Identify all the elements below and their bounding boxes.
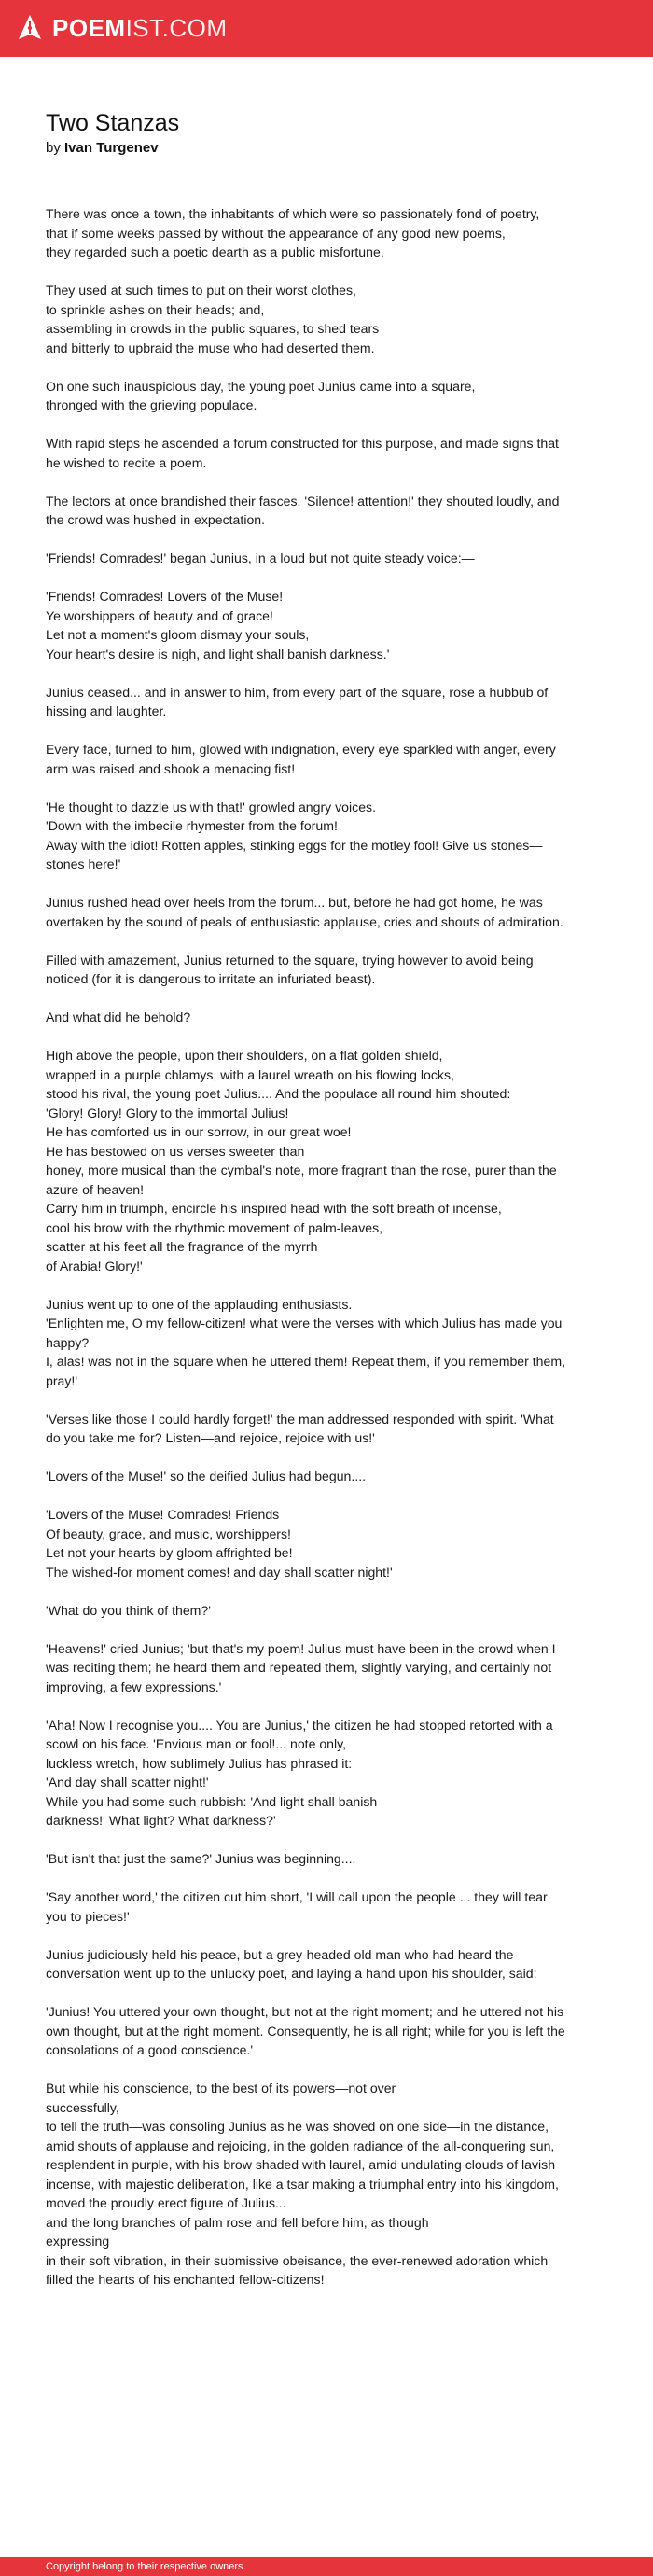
stanza [46,1046,568,1275]
poem-line: they regarded such a poetic dearth as a public misfortune. [46,244,384,259]
stanza [46,1505,568,1581]
poem-line: 'Down with the imbecile rhymester from the forum! [46,818,338,833]
stanza [46,683,568,721]
poem-line: Ye worshippers of beauty and of grace! [46,607,273,623]
byline-prefix: by [46,140,61,156]
poem-line: Junius rushed head over heels from the forum... but, before he had got home, he was overtaken by the sound of peals of enthusiastic applause, cries and shouts of admiration. [46,895,563,929]
copyright-notice: Copyright belong to their respective owners. [46,2561,246,2572]
poem-line: Every face, turned to him, glowed with indignation, every eye sparkled with anger, every arm was raised and shook a menacing fist! [46,742,556,776]
stanza [46,1849,568,1869]
poem-line: The lectors at once brandished their fasces. 'Silence! attention!' they shouted loudly, and the crowd was hushed in expectation. [46,493,560,527]
poem-body [46,204,568,2308]
poem-line: to tell the truth—was consoling Junius as he was shoved on one side—in the distance, amid shouts of applause and rejoicing, in the golden radiance of the all-conquering sun, resplendent in purple, with his brow shaded with laurel, amid undulating clouds of lavish incense, with majestic deliberation, like a tsar making a triumphal entry into his kingdom, moved the proudly erect figure of Julius... [46,2119,559,2210]
poem-line: luckless wretch, how sublimely Julius has phrased it: [46,1755,353,1771]
poem-line: to sprinkle ashes on their heads; and, [46,301,265,317]
stanza [46,281,568,357]
poem-line: Junius went up to one of the applauding enthusiasts. [46,1296,353,1312]
poem-line: They used at such times to put on their worst clothes, [46,283,356,298]
stanza [46,587,568,663]
stanza [46,549,568,568]
stanza [46,434,568,472]
stanza [46,798,568,874]
stanza [46,1467,568,1486]
stanza [46,893,568,931]
poem-line: With rapid steps he ascended a forum constructed for this purpose, and made signs that he wished to recite a poem. [46,436,559,470]
stanza [46,2079,568,2290]
poem-line: successfully, [46,2099,119,2115]
poem-line: 'And day shall scatter night!' [46,1775,209,1789]
quill-pen-icon [17,14,43,42]
poem-line: There was once a town, the inhabitants of which were so passionately fond of poetry, [46,206,540,221]
stanza [46,951,568,989]
stanza [46,1887,568,1926]
stanza [46,2002,568,2060]
poem-line: 'Friends! Comrades! Lovers of the Muse! [46,589,284,604]
poem-line: Your heart's desire is nigh, and light shall banish darkness.' [46,646,390,661]
poem-line: On one such inauspicious day, the young poet Junius came into a square, [46,378,476,394]
logo-text-bold: POEM [52,14,126,42]
poem-line: and the long branches of palm rose and fell before him, as though [46,2214,429,2230]
poem-line: scatter at his feet all the fragrance of the myrrh [46,1239,318,1254]
poem-line: The wished-for moment comes! and day shall scatter night!' [46,1564,393,1580]
poem-line: Let not a moment's gloom dismay your souls, [46,627,310,642]
stanza [46,1295,568,1391]
poem-line: assembling in crowds in the public squares, to shed tears [46,321,380,336]
stanza [46,1639,568,1697]
poem-line: stood his rival, the young poet Julius.... And the populace all round him shouted: [46,1086,511,1101]
stanza [46,492,568,530]
poem-line: honey, more musical than the cymbal's note, more fragrant than the rose, purer than the azure of heaven! [46,1163,557,1197]
stanza [46,1945,568,1984]
stanza [46,377,568,415]
poem-line: Junius ceased... and in answer to him, from every part of the square, rose a hubbub of hissing and laughter. [46,684,549,718]
poem-line: 'He thought to dazzle us with that!' growled angry voices. [46,799,377,815]
site-header [0,0,653,57]
stanza [46,1716,568,1831]
poem-line: 'Heavens!' cried Junius; 'but that's my poem! Julius must have been in the crowd when I was reciting them; he heard them and repeated them, slightly varying, and certainly not improving, a few expressions.' [46,1640,556,1694]
stanza [46,1410,568,1448]
poem-line: Of beauty, grace, and music, worshippers! [46,1525,291,1541]
poem-line: Away with the idiot! Rotten apples, stinking eggs for the motley fool! Give us stones—stones here!' [46,837,543,871]
poem-line: 'Say another word,' the citizen cut him short, 'I will call upon the people ... they will tear you to pieces!' [46,1889,548,1924]
poem-line: Carry him in triumph, encircle his inspired head with the soft breath of incense, [46,1201,502,1216]
poem-line: He has comforted us in our sorrow, in our great woe! [46,1124,352,1139]
poem-line: that if some weeks passed by without the appearance of any good new poems, [46,225,506,241]
logo-text-thin: IST.COM [125,14,228,42]
poem-line: cool his brow with the rhythmic movement of palm-leaves, [46,1219,383,1235]
poem-line: While you had some such rubbish: 'And light shall banish [46,1793,378,1809]
poem-line: 'Glory! Glory! Glory to the immortal Julius! [46,1105,289,1121]
site-logo[interactable] [17,14,228,42]
poem-line: I, alas! was not in the square when he uttered them! Repeat them, if you remember them, pray!' [46,1354,565,1388]
poem-line: Junius judiciously held his peace, but a grey-headed old man who had heard the conversation went up to the unlucky poet, and laying a hand upon his shoulder, said: [46,1946,537,1981]
poem-line: of Arabia! Glory!' [46,1258,143,1274]
poem-line: He has bestowed on us verses sweeter than [46,1143,305,1159]
poem-line: 'But isn't that just the same?' Junius was beginning.... [46,1851,356,1866]
poem-line: and bitterly to upbraid the muse who had deserted them. [46,340,375,355]
logo-text [52,14,228,42]
poem-line: High above the people, upon their shoulders, on a flat golden shield, [46,1048,443,1063]
poem-line: 'Enlighten me, O my fellow-citizen! what were the verses with which Julius has made you happy? [46,1316,563,1350]
stanza [46,1601,568,1621]
poem-line: in their soft vibration, in their submissive obeisance, the ever-renewed adoration which filled the hearts of his enchanted fellow-citizens! [46,2252,549,2287]
site-footer [0,2557,653,2576]
poem-line: 'Aha! Now I recognise you.... You are Junius,' the citizen he had stopped retorted with a scowl on his face. 'Envious man or fool!... note only, [46,1717,553,1751]
byline [46,140,159,157]
stanza [46,740,568,778]
poem-line: thronged with the grieving populace. [46,397,257,412]
poem-line: Let not your hearts by gloom affrighted be! [46,1545,293,1560]
poem-line: expressing [46,2234,110,2249]
poem-line: darkness!' What light? What darkness?' [46,1813,276,1828]
poem-line: 'What do you think of them?' [46,1602,211,1618]
poem-title: Two Stanzas [46,110,180,136]
poem-line: wrapped in a purple chlamys, with a laurel wreath on his flowing locks, [46,1066,454,1082]
poem-line: 'Junius! You uttered your own thought, but not at the right moment; and he uttered not his own thought, but at the right moment. Consequently, he is all right; while for you is left the consolations of a good conscience.' [46,2004,565,2057]
stanza [46,204,568,262]
stanza [46,1008,568,1027]
poem-line: And what did he behold? [46,1010,191,1024]
poem-line: 'Lovers of the Muse! Comrades! Friends [46,1507,280,1522]
poem-line: Filled with amazement, Junius returned to the square, trying however to avoid being noticed (for it is dangerous to irritate an infuriated beast). [46,952,534,986]
author-link[interactable]: Ivan Turgenev [64,140,159,156]
poem-line: 'Lovers of the Muse!' so the deified Julius had begun.... [46,1469,367,1483]
poem-line: 'Verses like those I could hardly forget!' the man addressed responded with spirit. 'What do you take me for? Listen—and rejoice, rejoice with us!' [46,1411,554,1445]
poem-line: 'Friends! Comrades!' began Junius, in a loud but not quite steady voice:— [46,550,475,565]
poem-line: But while his conscience, to the best of its powers—not over [46,2081,396,2096]
